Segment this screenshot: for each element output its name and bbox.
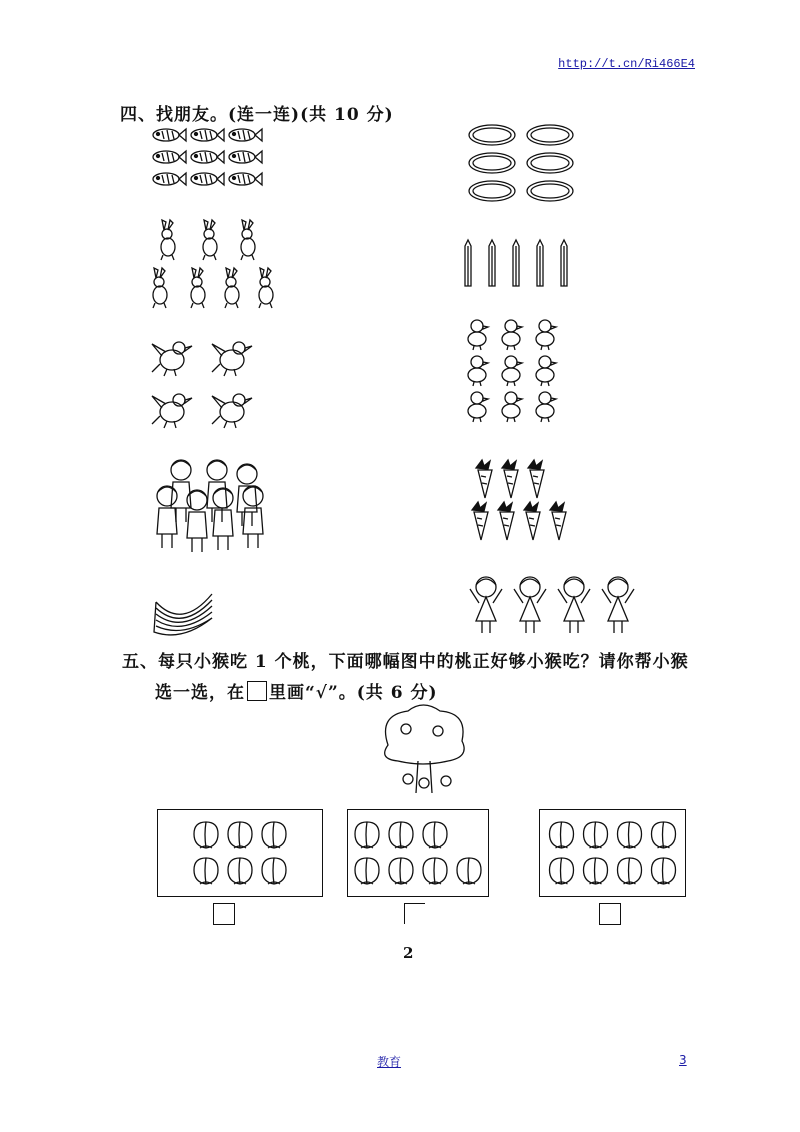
bird-icon bbox=[212, 342, 252, 376]
peach-icon bbox=[355, 858, 379, 884]
chick-icon bbox=[536, 392, 556, 422]
option-1-box bbox=[157, 809, 323, 897]
rabbit-group bbox=[148, 220, 288, 315]
monkey-icon bbox=[401, 724, 411, 734]
peach-icon bbox=[389, 822, 413, 848]
header-url-link[interactable]: http://t.cn/Ri466E4 bbox=[558, 57, 695, 71]
bird-icon bbox=[152, 394, 192, 428]
bird-group bbox=[150, 338, 260, 433]
peach-icon bbox=[618, 858, 642, 884]
chick-group bbox=[465, 318, 575, 428]
section4-title: 四、找朋友。(连一连)(共 10 分) bbox=[120, 105, 394, 125]
chick-icon bbox=[468, 320, 488, 350]
pencil-icon bbox=[513, 240, 519, 286]
section5-line2-pre: 选一选，在 bbox=[155, 683, 245, 703]
child-icon bbox=[243, 486, 263, 548]
fish-icon bbox=[153, 129, 186, 141]
fish-icon bbox=[150, 125, 280, 195]
children-group bbox=[155, 460, 275, 555]
peach-icon bbox=[348, 810, 488, 896]
plate-group bbox=[468, 123, 588, 213]
rabbit-icon bbox=[259, 268, 273, 308]
rabbit-icon bbox=[203, 220, 217, 260]
bird-icon bbox=[150, 338, 260, 433]
peach-icon bbox=[550, 822, 574, 848]
option-2-checkbox[interactable] bbox=[404, 903, 425, 924]
inline-answer-box-icon bbox=[247, 681, 267, 701]
fish-icon bbox=[229, 151, 262, 163]
option-3-box bbox=[539, 809, 686, 897]
peach-icon bbox=[540, 810, 685, 896]
option-3-checkbox[interactable] bbox=[599, 903, 621, 925]
monkey-tree-icon bbox=[378, 705, 468, 800]
carrot-icon bbox=[472, 502, 488, 540]
girl-icon bbox=[470, 577, 502, 633]
banana-icon bbox=[152, 582, 222, 637]
plate-icon bbox=[468, 123, 588, 213]
option-2-box bbox=[347, 809, 489, 897]
pencil-icon bbox=[489, 240, 495, 286]
carrot-icon bbox=[468, 460, 578, 545]
carrot-icon bbox=[476, 460, 492, 498]
pencil-icon bbox=[462, 240, 582, 290]
fish-icon bbox=[153, 151, 186, 163]
peach-icon bbox=[262, 858, 286, 884]
fish-icon bbox=[229, 173, 262, 185]
rabbit-icon bbox=[161, 220, 175, 260]
footer-link[interactable]: 教育 bbox=[377, 1055, 402, 1069]
plate-icon bbox=[527, 125, 573, 145]
banana-icon bbox=[156, 594, 212, 614]
fish-icon bbox=[229, 129, 262, 141]
option-1-checkbox[interactable] bbox=[213, 903, 235, 925]
page-number: 2 bbox=[403, 944, 414, 962]
carrot-icon bbox=[524, 502, 540, 540]
rabbit-icon bbox=[241, 220, 255, 260]
pencil-icon bbox=[537, 240, 543, 286]
chick-icon bbox=[502, 356, 522, 386]
girl-icon bbox=[558, 577, 590, 633]
girl-icon bbox=[470, 575, 645, 640]
peach-icon bbox=[228, 858, 252, 884]
child-icon bbox=[237, 464, 257, 526]
rabbit-icon bbox=[153, 268, 167, 308]
plate-icon bbox=[469, 153, 515, 173]
monkey-icon bbox=[433, 726, 443, 736]
rabbit-icon bbox=[148, 220, 288, 315]
chick-icon bbox=[468, 356, 488, 386]
peach-icon bbox=[652, 858, 676, 884]
chick-icon bbox=[536, 356, 556, 386]
peach-icon bbox=[423, 822, 447, 848]
plate-icon bbox=[469, 125, 515, 145]
chick-icon bbox=[536, 320, 556, 350]
peach-icon bbox=[228, 822, 252, 848]
footer-page-number[interactable]: 3 bbox=[679, 1053, 687, 1067]
monkey-tree-scene bbox=[378, 705, 468, 800]
plate-icon bbox=[469, 181, 515, 201]
peach-icon bbox=[618, 822, 642, 848]
pencil-icon bbox=[465, 240, 471, 286]
section5-line2-post: 里画“√”。(共 6 分) bbox=[269, 683, 438, 703]
chick-icon bbox=[502, 320, 522, 350]
child-icon bbox=[157, 486, 177, 548]
carrot-icon bbox=[528, 460, 544, 498]
chick-icon bbox=[502, 392, 522, 422]
section5-line1: 五、每只小猴吃 1 个桃，下面哪幅图中的桃正好够小猴吃？请你帮小猴 bbox=[122, 652, 689, 672]
rabbit-icon bbox=[225, 268, 239, 308]
chick-icon bbox=[468, 392, 488, 422]
monkey-icon bbox=[441, 776, 451, 786]
pencil-group bbox=[462, 240, 582, 290]
fish-group bbox=[150, 125, 280, 195]
fish-icon bbox=[191, 151, 224, 163]
child-icon bbox=[171, 460, 191, 522]
peach-icon bbox=[584, 822, 608, 848]
child-icon bbox=[213, 488, 233, 550]
carrot-icon bbox=[498, 502, 514, 540]
peach-icon bbox=[262, 822, 286, 848]
peach-icon bbox=[423, 858, 447, 884]
plate-icon bbox=[527, 153, 573, 173]
peach-icon bbox=[389, 858, 413, 884]
girl-group bbox=[470, 575, 645, 640]
chick-icon bbox=[465, 318, 575, 428]
bird-icon bbox=[212, 394, 252, 428]
peach-icon bbox=[457, 858, 481, 884]
fish-icon bbox=[153, 173, 186, 185]
banana-group bbox=[152, 582, 222, 637]
peach-icon bbox=[194, 822, 218, 848]
fish-icon bbox=[191, 173, 224, 185]
bird-icon bbox=[152, 342, 192, 376]
peach-icon bbox=[194, 858, 218, 884]
peach-icon bbox=[652, 822, 676, 848]
peach-icon bbox=[584, 858, 608, 884]
carrot-icon bbox=[550, 502, 566, 540]
peach-icon bbox=[158, 810, 322, 896]
fish-icon bbox=[191, 129, 224, 141]
pencil-icon bbox=[561, 240, 567, 286]
section5-line2 bbox=[155, 678, 437, 703]
carrot-icon bbox=[502, 460, 518, 498]
plate-icon bbox=[527, 181, 573, 201]
carrot-group bbox=[468, 460, 578, 545]
girl-icon bbox=[514, 577, 546, 633]
monkey-icon bbox=[403, 774, 413, 784]
children-icon bbox=[155, 460, 275, 555]
tree-crown-icon bbox=[385, 705, 464, 764]
monkey-icon bbox=[419, 778, 429, 788]
peach-icon bbox=[355, 822, 379, 848]
peach-icon bbox=[550, 858, 574, 884]
girl-icon bbox=[602, 577, 634, 633]
rabbit-icon bbox=[191, 268, 205, 308]
